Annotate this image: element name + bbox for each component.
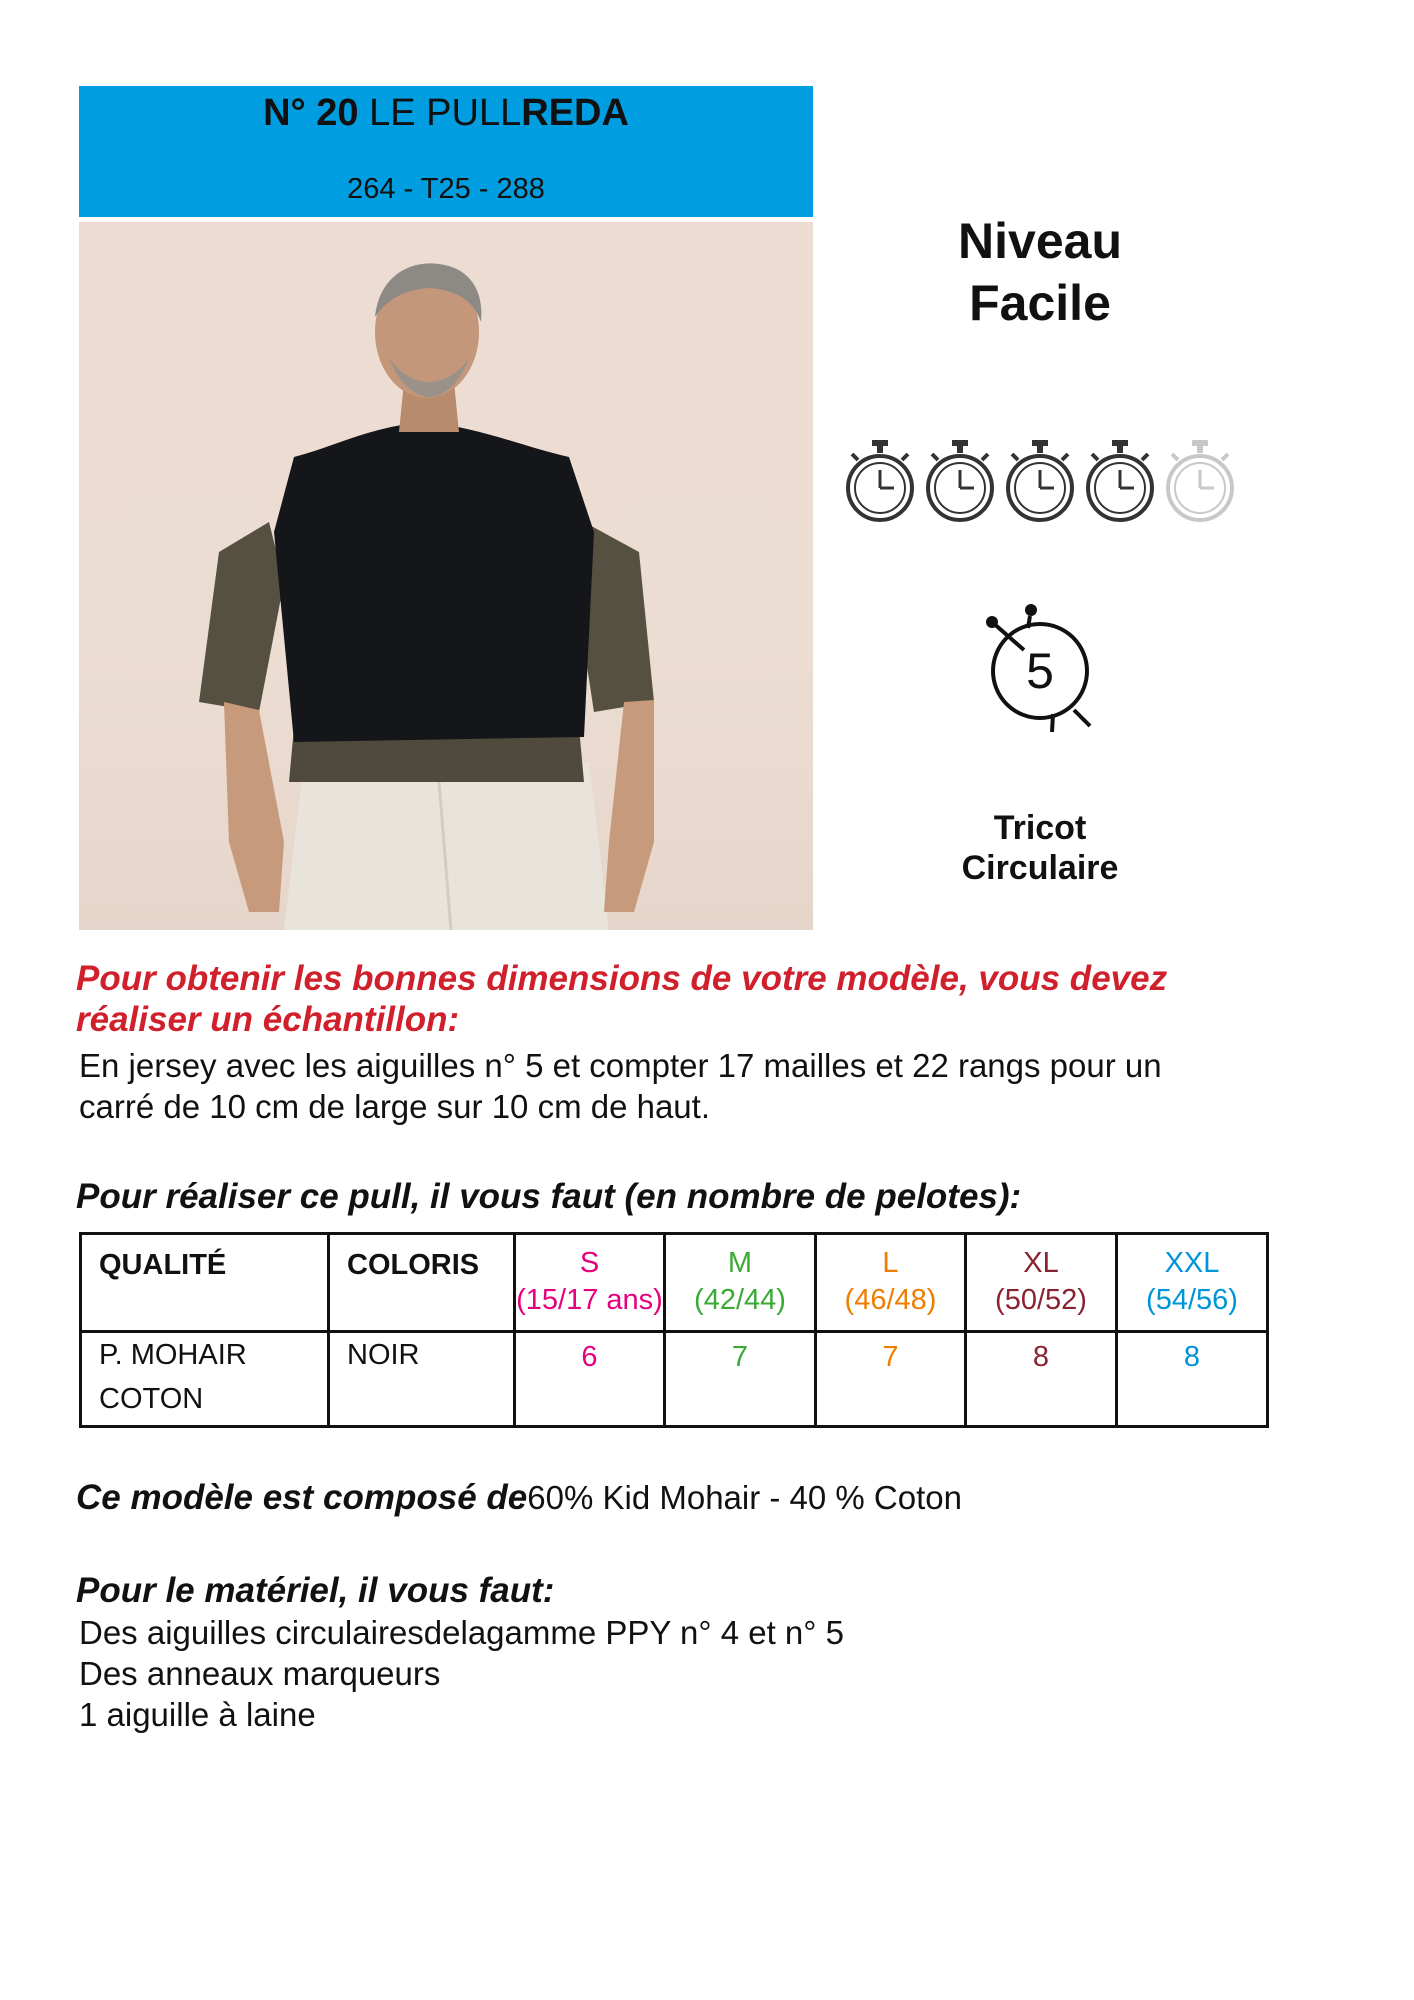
gauge-text-line1: En jersey avec les aiguilles n° 5 et compter 17 mailles et 22 rangs pour un (79, 1047, 1162, 1084)
stopwatch-icon (1168, 440, 1232, 520)
pattern-title-bold: REDA (521, 92, 629, 134)
size-l-qty: 7 (882, 1341, 899, 1373)
difficulty-level (880, 210, 1200, 334)
material-heading: Pour le matériel, il vous faut: (76, 1571, 555, 1610)
stopwatch-icon (848, 440, 912, 520)
size-s-range: (15/17 ans) (516, 1284, 663, 1316)
size-m-qty: 7 (731, 1341, 749, 1373)
gauge-heading (76, 958, 1336, 1040)
composition (76, 1478, 962, 1518)
stopwatch-icon (1008, 440, 1072, 520)
technique (880, 808, 1200, 888)
row-color: NOIR (347, 1339, 420, 1371)
size-s-qty: 6 (581, 1341, 598, 1373)
gauge-instructions (79, 1045, 1339, 1127)
size-l-label: L (882, 1247, 899, 1279)
size-m-header (666, 1245, 814, 1319)
difficulty-rating (840, 436, 1240, 526)
yarn-heading: Pour réaliser ce pull, il vous faut (en nombre de pelotes): (76, 1177, 1022, 1216)
size-xxl-header (1118, 1245, 1266, 1319)
stopwatch-icons (840, 436, 1240, 526)
needle-size-value: 5 (1026, 643, 1054, 699)
size-xxl-range: (54/56) (1146, 1284, 1238, 1316)
row-quality-line2: COTON (99, 1383, 204, 1415)
model-photo (79, 222, 813, 930)
col-header-color: COLORIS (347, 1249, 480, 1281)
material-list (79, 1612, 1279, 1735)
needle-size-badge (978, 592, 1098, 742)
col-header-quality: QUALITÉ (99, 1249, 227, 1281)
needle-badge-icon (978, 592, 1098, 742)
technique-line2: Circulaire (961, 849, 1119, 887)
composition-value: 60% Kid Mohair - 40 % Coton (527, 1479, 962, 1516)
size-xl-label: XL (1023, 1247, 1059, 1279)
material-item: 1 aiguille à laine (79, 1696, 316, 1733)
size-m-range: (42/44) (694, 1284, 786, 1316)
size-xxl-qty: 8 (1183, 1341, 1201, 1373)
level-value: Facile (969, 275, 1111, 331)
size-xl-range: (50/52) (995, 1284, 1087, 1316)
gauge-text-line2: carré de 10 cm de large sur 10 cm de haut. (79, 1088, 710, 1125)
size-s-label: S (579, 1247, 600, 1279)
size-m-label: M (727, 1247, 753, 1279)
level-label: Niveau (958, 213, 1122, 269)
size-s-header (516, 1245, 663, 1319)
size-l-range: (46/48) (844, 1284, 937, 1316)
gauge-heading-line2: réaliser un échantillon: (76, 1000, 460, 1039)
header-band (79, 86, 813, 217)
pattern-title (79, 90, 813, 136)
material-item: Des aiguilles circulairesdelagamme PPY n° 4 et n° 5 (79, 1614, 844, 1651)
stopwatch-icon (1088, 440, 1152, 520)
size-l-header (817, 1245, 964, 1319)
composition-label: Ce modèle est composé de (76, 1478, 528, 1517)
size-xl-header (967, 1245, 1115, 1319)
size-xl-qty: 8 (1032, 1341, 1050, 1373)
pattern-number: N° 20 (263, 92, 359, 134)
yarn-table (79, 1232, 1269, 1428)
technique-line1: Tricot (993, 809, 1087, 847)
row-quality-line1: P. MOHAIR (99, 1339, 247, 1371)
gauge-heading-line1: Pour obtenir les bonnes dimensions de votre modèle, vous devez (76, 959, 1168, 998)
stopwatch-icon (928, 440, 992, 520)
model-photo-illustration (79, 222, 813, 930)
pattern-reference: 264 - T25 - 288 (347, 173, 545, 205)
size-xxl-label: XXL (1164, 1247, 1220, 1279)
pattern-title-plain: LE PULL (358, 92, 522, 134)
material-item: Des anneaux marqueurs (79, 1655, 441, 1692)
